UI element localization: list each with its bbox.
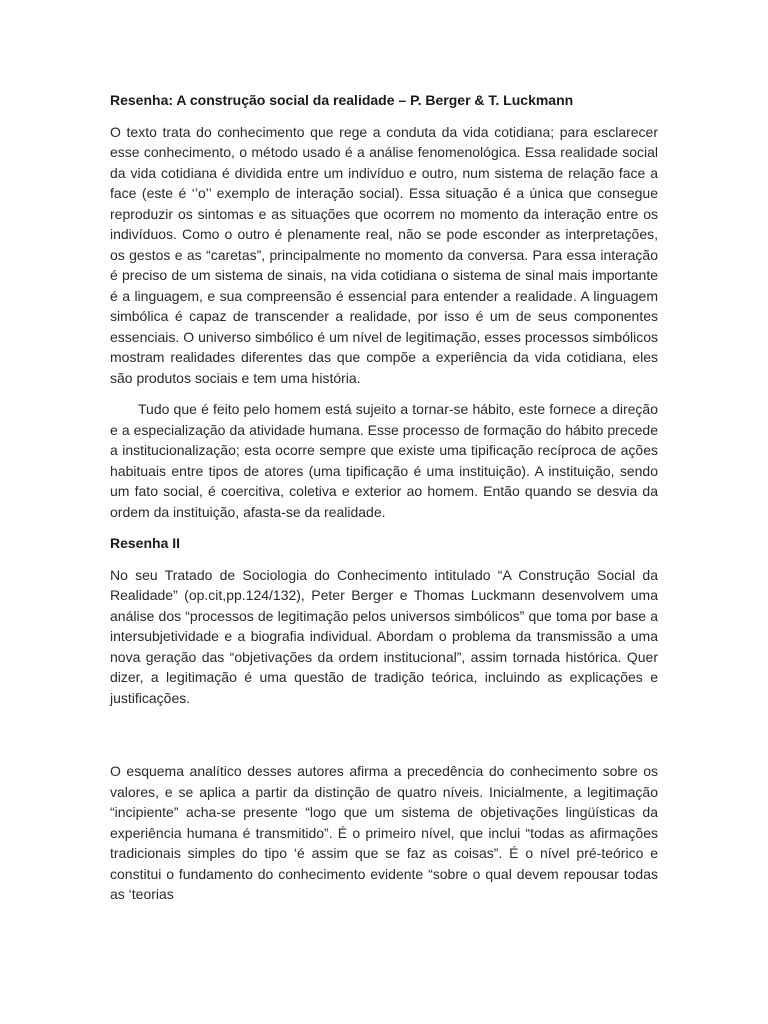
- blank-space: [110, 719, 658, 761]
- paragraph-2: Tudo que é feito pelo homem está sujeito a tornar-se hábito, este fornece a direção e a especialização da atividade humana. Esse processo de formação do hábito precede a institucionalização; esta ocorre sempre que existe uma tipificação recíproca de ações habituais entre tipos de atores (uma tipificação é uma instituição). A instituição, sendo um fato social, é coercitiva, coletiva e exterior ao homem. Então quando se desvia da ordem da instituição, afasta-se da realidade.: [110, 401, 658, 520]
- document-title: Resenha: A construção social da realidade – P. Berger & T. Luckmann: [110, 92, 574, 108]
- paragraph-3: No seu Tratado de Sociologia do Conhecimento intitulado “A Construção Social da Realidade” (op.cit,pp.124/132), Peter Berger e Thomas Luckmann desenvolvem uma análise dos “processos de legitimação pelos universos simbólicos” que toma por base a intersubjetividade e a biografia individual. Abordam o problema da transmissão a uma nova geração das “objetivações da ordem institucional”, assim tornada histórica. Quer dizer, a legitimação é uma questão de tradição teórica, incluindo as explicações e justificações.: [110, 566, 658, 706]
- document-body: [110, 90, 658, 916]
- paragraph-1: O texto trata do conhecimento que rege a conduta da vida cotidiana; para esclarecer esse conhecimento, o método usado é a análise fenomenológica. Essa realidade social da vida cotidiana é dividida entre um indivíduo e outro, num sistema de relação face a face (este é ‘’o’’ exemplo de interação social). Essa situação é a única que consegue reproduzir os sintomas e as situações que ocorrem no momento da interação entre os indivíduos. Como o outro é plenamente real, não se pode esconder as interpretações, os gestos e as “caretas”, principalmente no momento da conversa. Para essa interação é preciso de um sistema de sinais, na vida cotidiana o sistema de sinal mais importante é a linguagem, e sua compreensão é essencial para entender a realidade. A linguagem simbólica é capaz de transcender a realidade, por isso é um de seus componentes essenciais. O universo simbólico é um nível de legitimação, esses processos simbólicos mostram realidades diferentes das que compõe a experiência da vida cotidiana, eles são produtos sociais e tem uma história.: [110, 123, 658, 386]
- paragraph-4: O esquema analítico desses autores afirma a precedência do conhecimento sobre os valores, e se aplica a partir da distinção de quatro níveis. Inicialmente, a legitimação “incipiente” acha-se presente “logo que um sistema de objetivações lingüísticas da experiência humana é transmitido”. É o primeiro nível, que inclui “todas as afirmações tradicionais simples do tipo ‘é assim que se faz as coisas”. É o nível pré-teórico e constitui o fundamento do conhecimento evidente “sobre o qual devem repousar todas as ‘teorias: [110, 763, 658, 902]
- section-heading-resenha-ii: Resenha II: [110, 535, 181, 551]
